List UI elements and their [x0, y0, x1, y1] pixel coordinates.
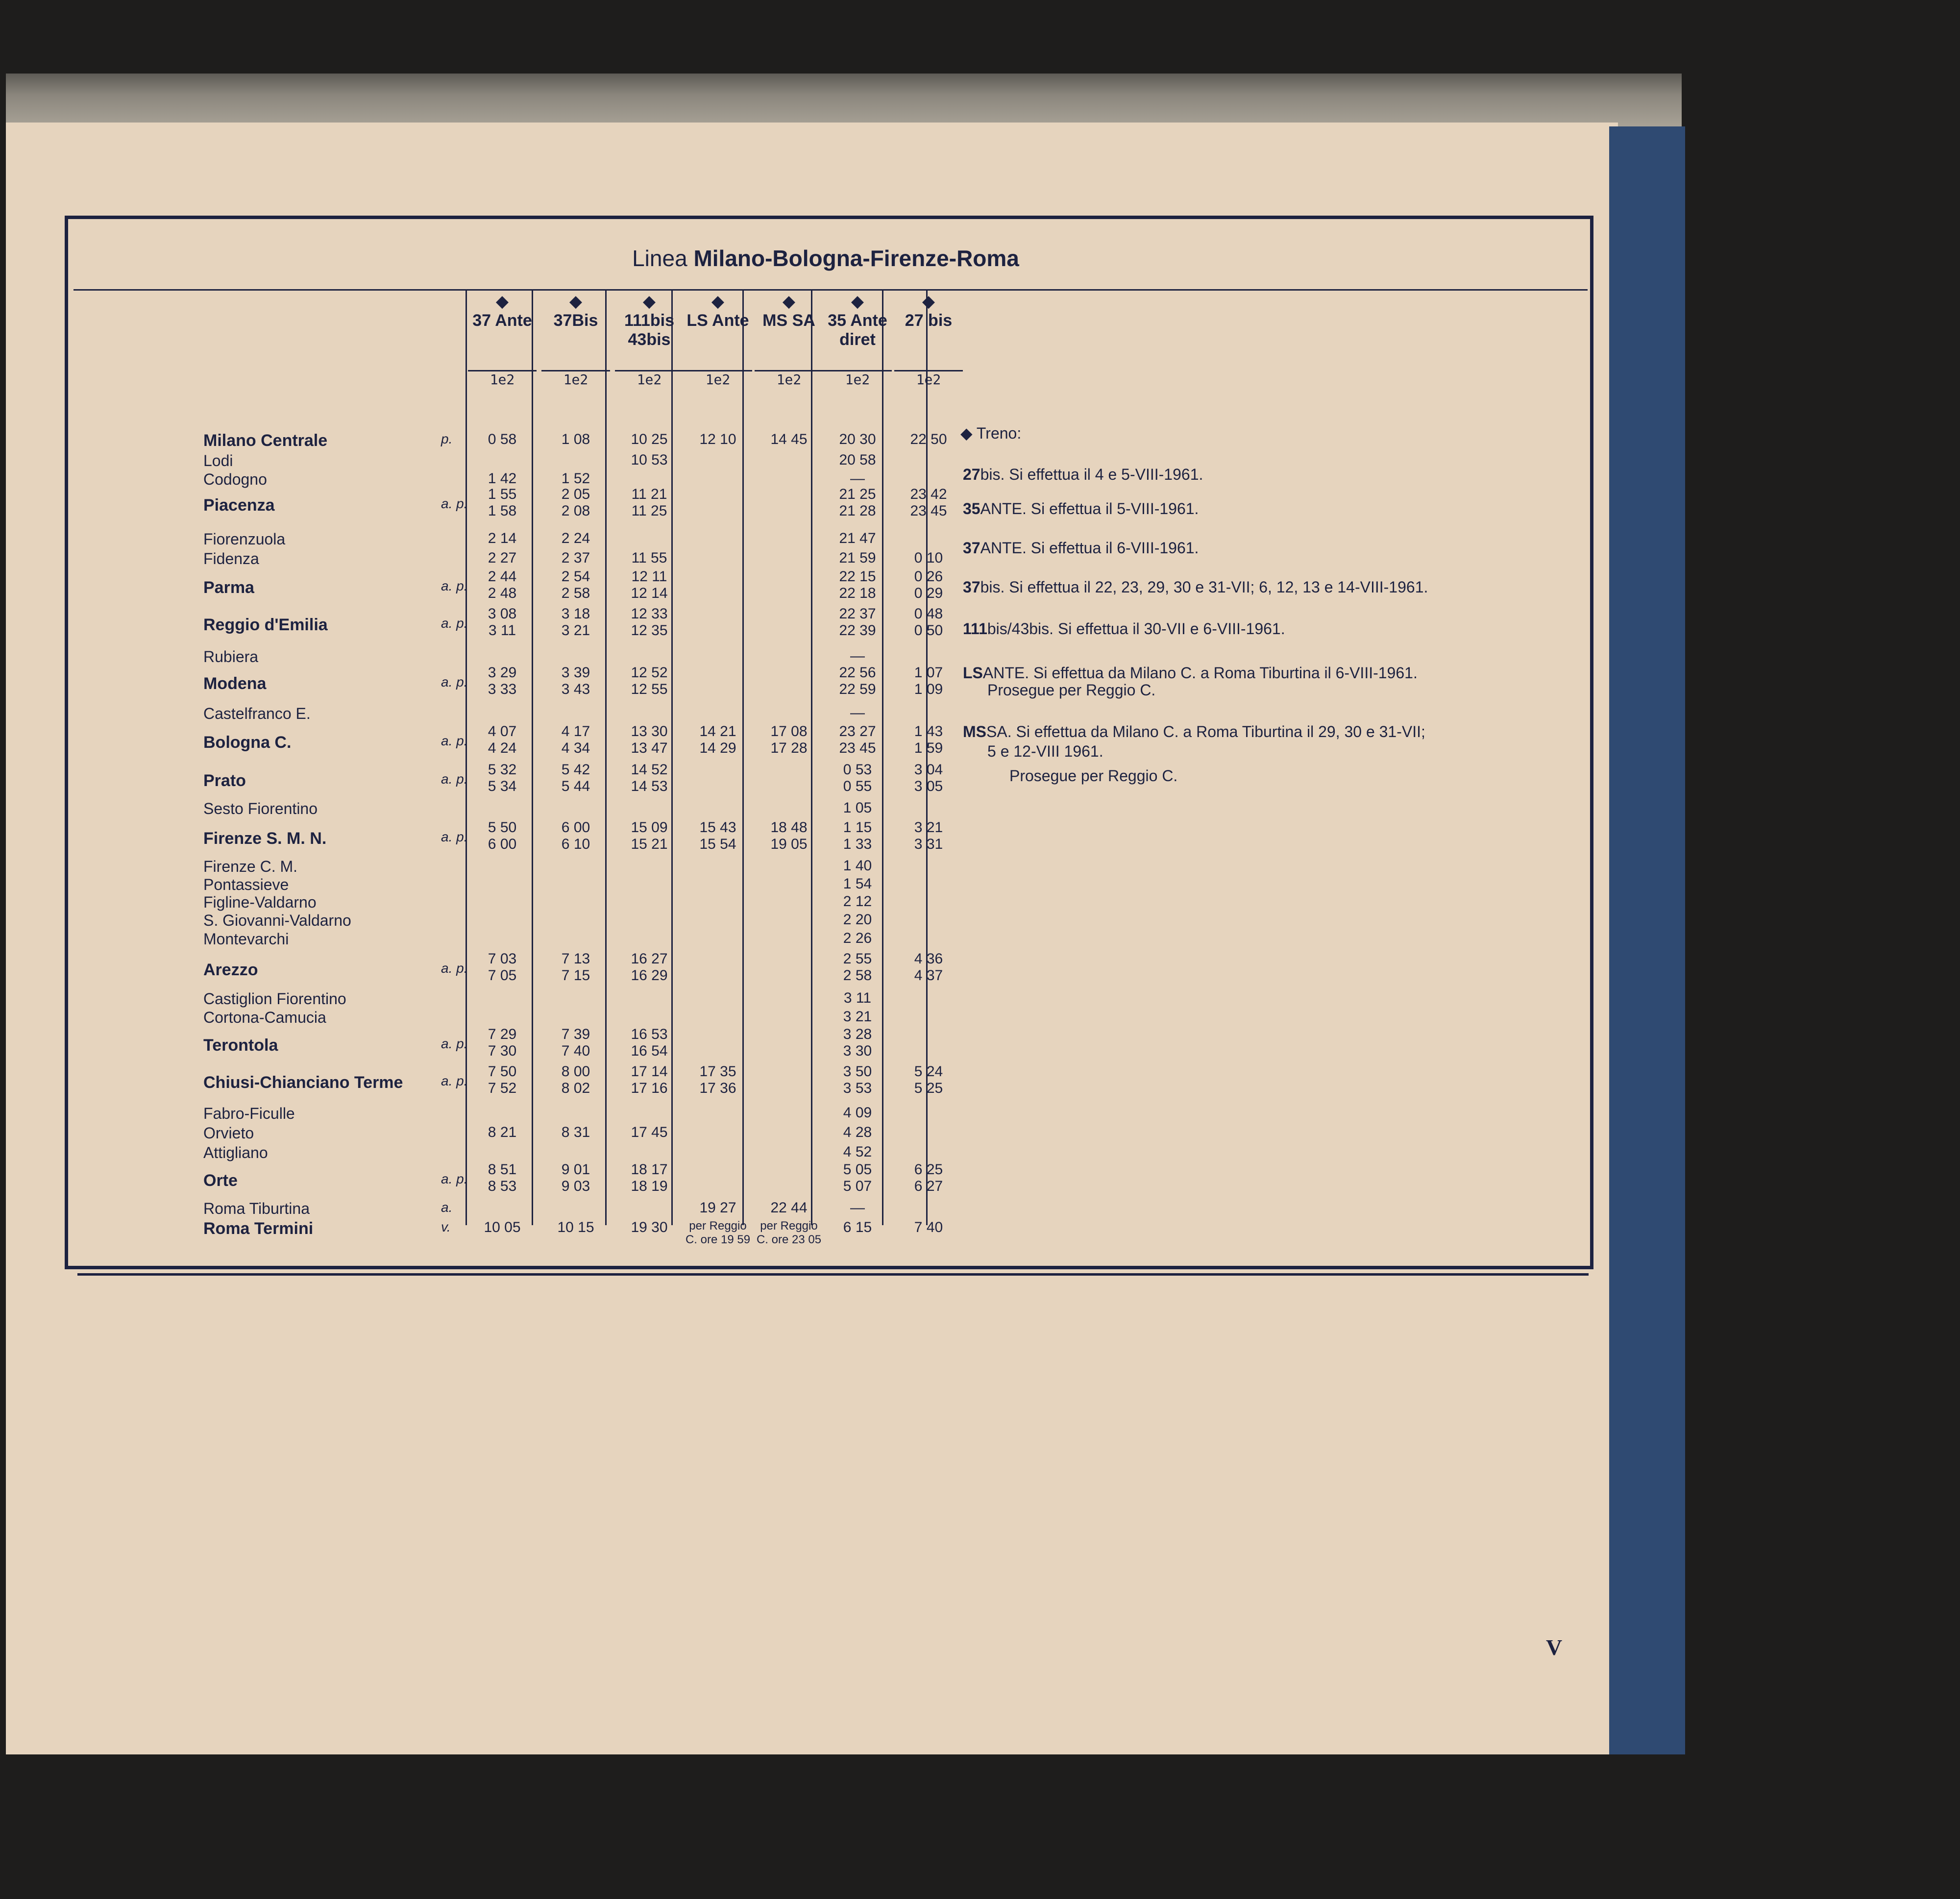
station-name: S. Giovanni-Valdarno: [203, 912, 351, 929]
station-name: Arezzo: [203, 961, 258, 979]
note-text: bis. Si effettua il 4 e 5-VIII-1961.: [980, 466, 1203, 483]
note-text: ANTE. Si effettua il 6-VIII-1961.: [980, 539, 1199, 557]
train-number: 27 bis: [905, 311, 953, 330]
time-cell: 11 21 11 25: [631, 486, 667, 519]
note-train-tag: 35: [963, 500, 980, 518]
time-cell: 2 55 2 58: [843, 951, 872, 984]
class-label: 1e2: [468, 370, 537, 388]
time-cell: 7 40: [914, 1219, 943, 1235]
note-train-tag: 37: [963, 539, 980, 557]
note-text: 5 e 12-VIII 1961.: [987, 742, 1103, 760]
station-name: Roma Termini: [203, 1219, 314, 1238]
time-cell: —: [850, 705, 865, 721]
time-cell: 5 42 5 44: [561, 762, 590, 794]
time-cell: 10 15: [557, 1219, 594, 1235]
title-prefix: Linea: [632, 246, 687, 271]
train-column-header: [468, 292, 537, 388]
time-cell: 21 59: [839, 550, 876, 566]
time-cell: 21 47: [839, 530, 876, 546]
station-name: Castiglion Fiorentino: [203, 990, 346, 1008]
time-cell: 11 55: [631, 550, 667, 566]
header-rule: [74, 289, 1588, 291]
time-cell: 17 45: [631, 1124, 668, 1140]
station-name: Chiusi-Chianciano Terme: [203, 1073, 403, 1092]
class-label: 1e2: [894, 370, 963, 388]
time-cell: 12 10: [699, 431, 736, 447]
arrival-departure-marker: a. p.: [441, 829, 468, 844]
time-cell: —: [850, 470, 865, 487]
time-cell: 1 42: [488, 470, 517, 487]
arrival-departure-marker: a. p.: [441, 961, 468, 976]
station-name: Roma Tiburtina: [203, 1200, 310, 1217]
time-cell: 1 05: [843, 800, 872, 816]
note-line: [987, 742, 1103, 761]
time-cell: 2 27: [488, 550, 517, 566]
station-name: Fidenza: [203, 550, 259, 567]
time-cell: 5 50 6 00: [488, 819, 517, 852]
note-line: [1009, 767, 1177, 785]
class-label: 1e2: [755, 370, 823, 388]
time-cell: 0 26 0 29: [914, 568, 943, 601]
time-cell: 2 26: [843, 930, 872, 946]
time-cell: 1 55 1 58: [488, 486, 517, 519]
time-cell: 8 51 8 53: [488, 1161, 517, 1194]
time-cell: 1 15 1 33: [843, 819, 872, 852]
time-cell: 17 08 17 28: [770, 723, 808, 756]
time-cell: 3 18 3 21: [561, 606, 590, 639]
time-cell: per Reggio C. ore 23 05: [756, 1219, 822, 1246]
time-cell: 9 01 9 03: [561, 1161, 590, 1194]
timetable-title: [0, 245, 1651, 271]
class-label: 1e2: [684, 370, 752, 388]
note-train-tag: 111: [963, 620, 987, 638]
time-cell: 0 48 0 50: [914, 606, 943, 639]
time-cell: 18 17 18 19: [631, 1161, 668, 1194]
time-cell: 21 25 21 28: [839, 486, 876, 519]
note-line: [963, 500, 1199, 518]
station-name: Firenze C. M.: [203, 858, 298, 875]
time-cell: 8 00 8 02: [561, 1063, 590, 1096]
time-cell: 3 39 3 43: [561, 665, 590, 697]
time-cell: 7 39 7 40: [561, 1026, 590, 1059]
time-cell: 1 54: [843, 876, 872, 892]
diamond-icon: ◆: [569, 292, 583, 311]
time-cell: 0 58: [488, 431, 517, 447]
time-cell: 14 52 14 53: [631, 762, 668, 794]
train-number: LS Ante: [686, 311, 749, 330]
time-cell: 3 11: [843, 990, 872, 1006]
note-text: bis/43bis. Si effettua il 30-VII e 6-VIII-1961.: [987, 620, 1285, 638]
arrival-departure-marker: a. p.: [441, 1171, 468, 1186]
time-cell: 3 04 3 05: [914, 762, 943, 794]
class-label: 1e2: [615, 370, 684, 388]
time-cell: 1 52: [561, 470, 590, 487]
time-cell: 16 27 16 29: [631, 951, 668, 984]
time-cell: 3 28 3 30: [843, 1026, 872, 1059]
time-cell: 16 53 16 54: [631, 1026, 668, 1059]
station-name: Modena: [203, 674, 267, 693]
time-cell: 7 13 7 15: [561, 951, 590, 984]
time-cell: per Reggio C. ore 19 59: [685, 1219, 751, 1246]
time-cell: 8 21: [488, 1124, 517, 1140]
time-cell: 19 30: [631, 1219, 668, 1235]
station-name: Firenze S. M. N.: [203, 829, 327, 848]
notes-heading: ◆ Treno:: [960, 424, 1022, 442]
note-line: [963, 578, 1428, 596]
time-cell: 3 21 3 31: [914, 819, 943, 852]
train-number: 37Bis: [553, 311, 598, 330]
time-cell: 2 12: [843, 893, 872, 910]
time-cell: 10 05: [484, 1219, 521, 1235]
train-column-header: [823, 292, 892, 388]
time-cell: 6 15: [843, 1219, 872, 1235]
time-cell: 23 42 23 45: [910, 486, 947, 519]
arrival-departure-marker: a. p.: [441, 771, 468, 787]
time-cell: 22 37 22 39: [839, 606, 876, 639]
station-name: Castelfranco E.: [203, 705, 311, 722]
time-cell: 2 20: [843, 912, 872, 928]
time-cell: 5 24 5 25: [914, 1063, 943, 1096]
station-name: Fiorenzuola: [203, 530, 286, 548]
time-cell: 22 56 22 59: [839, 665, 876, 697]
time-cell: 14 45: [770, 431, 808, 447]
time-cell: 6 00 6 10: [561, 819, 590, 852]
note-line: [963, 620, 1285, 638]
time-cell: 6 25 6 27: [914, 1161, 943, 1194]
page-edge: [6, 74, 1682, 127]
time-cell: —: [850, 648, 865, 664]
note-text: Prosegue per Reggio C.: [987, 681, 1156, 699]
note-line: [963, 723, 1425, 741]
diamond-icon: ◆: [495, 292, 509, 311]
time-cell: 2 44 2 48: [488, 568, 517, 601]
time-cell: 14 21 14 29: [699, 723, 736, 756]
time-cell: 17 35 17 36: [699, 1063, 736, 1096]
station-name: Codogno: [203, 470, 267, 488]
station-name: Montevarchi: [203, 930, 289, 948]
column-rule: [811, 289, 812, 1225]
arrival-departure-marker: a. p.: [441, 1036, 468, 1051]
train-column-header: [615, 292, 684, 388]
time-cell: 12 52 12 55: [631, 665, 668, 697]
time-cell: 7 50 7 52: [488, 1063, 517, 1096]
title-main: Milano-Bologna-Firenze-Roma: [693, 246, 1019, 271]
arrival-departure-marker: v.: [441, 1219, 451, 1234]
note-text: ANTE. Si effettua da Milano C. a Roma Tiburtina il 6-VIII-1961.: [982, 664, 1418, 682]
time-cell: 20 30: [839, 431, 876, 447]
train-column-header: [894, 292, 963, 388]
note-train-tag: LS: [963, 664, 983, 682]
time-cell: 2 54 2 58: [561, 568, 590, 601]
time-cell: 1 08: [561, 431, 590, 447]
time-cell: 1 07 1 09: [914, 665, 943, 697]
train-column-header: [541, 292, 610, 388]
book-cover: [1609, 126, 1685, 1754]
arrival-departure-marker: p.: [441, 431, 453, 446]
station-name: Prato: [203, 771, 246, 790]
arrival-departure-marker: a. p.: [441, 674, 468, 690]
time-cell: —: [850, 1200, 865, 1216]
time-cell: 12 11 12 14: [631, 568, 668, 601]
station-name: Lodi: [203, 452, 233, 469]
station-name: Orte: [203, 1171, 238, 1190]
time-cell: 2 14: [488, 530, 517, 546]
time-cell: 23 27 23 45: [839, 723, 876, 756]
time-cell: 18 48 19 05: [770, 819, 808, 852]
station-name: Piacenza: [203, 496, 275, 515]
time-cell: 3 50 3 53: [843, 1063, 872, 1096]
time-cell: 13 30 13 47: [631, 723, 668, 756]
train-number: 35 Ante diret: [828, 311, 887, 349]
station-name: Fabro-Ficulle: [203, 1105, 295, 1122]
time-cell: 4 36 4 37: [914, 951, 943, 984]
station-name: Orvieto: [203, 1124, 254, 1142]
time-cell: 3 29 3 33: [488, 665, 517, 697]
station-name: Bologna C.: [203, 733, 292, 752]
note-line: [963, 539, 1199, 557]
time-cell: 19 27: [699, 1200, 736, 1216]
time-cell: 0 10: [914, 550, 943, 566]
note-line: [963, 466, 1203, 484]
diamond-icon: ◆: [711, 292, 725, 311]
note-text: SA. Si effettua da Milano C. a Roma Tiburtina il 29, 30 e 31-VII;: [986, 723, 1425, 740]
time-cell: 20 58: [839, 452, 876, 468]
time-cell: 15 43 15 54: [699, 819, 736, 852]
time-cell: 22 44: [770, 1200, 808, 1216]
time-cell: 4 52: [843, 1144, 872, 1160]
diamond-icon: ◆: [851, 292, 864, 311]
station-name: Cortona-Camucia: [203, 1009, 326, 1026]
time-cell: 8 31: [561, 1124, 590, 1140]
time-cell: 4 09: [843, 1105, 872, 1121]
note-text: ANTE. Si effettua il 5-VIII-1961.: [980, 500, 1199, 518]
station-name: Milano Centrale: [203, 431, 328, 450]
time-cell: 22 15 22 18: [839, 568, 876, 601]
note-line: [963, 664, 1418, 682]
time-cell: 12 33 12 35: [631, 606, 668, 639]
time-cell: 3 21: [843, 1009, 872, 1025]
time-cell: 3 08 3 11: [488, 606, 517, 639]
note-train-tag: MS: [963, 723, 986, 740]
time-cell: 4 28: [843, 1124, 872, 1140]
note-line: [987, 681, 1155, 699]
station-name: Parma: [203, 578, 254, 597]
diamond-icon: ◆: [642, 292, 656, 311]
train-column-header: [755, 292, 823, 388]
class-label: 1e2: [823, 370, 892, 388]
station-name: Pontassieve: [203, 876, 289, 893]
arrival-departure-marker: a. p.: [441, 1073, 468, 1088]
time-cell: 2 37: [561, 550, 590, 566]
footer-rule: [77, 1273, 1589, 1276]
time-cell: 10 25: [631, 431, 668, 447]
train-number: 111bis 43bis: [624, 311, 675, 349]
note-text: bis. Si effettua il 22, 23, 29, 30 e 31-VII; 6, 12, 13 e 14-VIII-1961.: [980, 578, 1428, 596]
time-cell: 1 40: [843, 858, 872, 874]
page-number: V: [1546, 1635, 1563, 1660]
time-cell: 1 43 1 59: [914, 723, 943, 756]
time-cell: 0 53 0 55: [843, 762, 872, 794]
station-name: Figline-Valdarno: [203, 893, 317, 911]
time-cell: 4 07 4 24: [488, 723, 517, 756]
class-label: 1e2: [541, 370, 610, 388]
arrival-departure-marker: a. p.: [441, 733, 468, 748]
note-train-tag: 27: [963, 466, 980, 483]
train-column-header: [684, 292, 752, 388]
station-name: Sesto Fiorentino: [203, 800, 318, 817]
time-cell: 17 14 17 16: [631, 1063, 668, 1096]
diamond-icon: ◆: [782, 292, 796, 311]
station-name: Terontola: [203, 1036, 278, 1055]
station-name: Reggio d'Emilia: [203, 616, 328, 634]
time-cell: 5 32 5 34: [488, 762, 517, 794]
time-cell: 22 50: [910, 431, 947, 447]
time-cell: 10 53: [631, 452, 668, 468]
note-train-tag: 37: [963, 578, 980, 596]
arrival-departure-marker: a. p.: [441, 578, 468, 593]
train-number: 37 Ante: [472, 311, 532, 330]
time-cell: 7 29 7 30: [488, 1026, 517, 1059]
time-cell: 4 17 4 34: [561, 723, 590, 756]
arrival-departure-marker: a.: [441, 1200, 453, 1215]
time-cell: 7 03 7 05: [488, 951, 517, 984]
time-cell: 5 05 5 07: [843, 1161, 872, 1194]
time-cell: 15 09 15 21: [631, 819, 668, 852]
time-cell: 2 24: [561, 530, 590, 546]
arrival-departure-marker: a. p.: [441, 496, 468, 511]
note-text: Prosegue per Reggio C.: [1009, 767, 1178, 785]
arrival-departure-marker: a. p.: [441, 616, 468, 631]
diamond-icon: ◆: [922, 292, 935, 311]
train-number: MS SA: [762, 311, 815, 330]
time-cell: 2 05 2 08: [561, 486, 590, 519]
station-name: Rubiera: [203, 648, 259, 666]
station-name: Attigliano: [203, 1144, 268, 1161]
